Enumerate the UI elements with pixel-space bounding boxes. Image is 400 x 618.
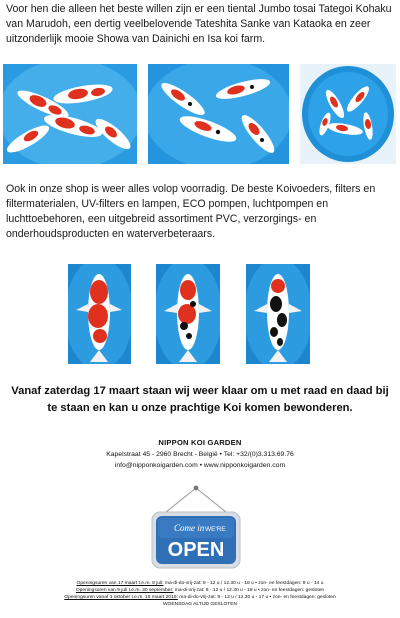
hours-row-1: Openingsuren van 17 maart t.e.m. 8 juli: ma-di-do-vrij-zat: 9 - 12 u / 12.30 u - 18 u • zon- en feestdagen: 9 u - 14 u: [76, 581, 324, 586]
opening-hours: [0, 580, 400, 608]
open-sign-icon: [148, 484, 244, 574]
company-block: [0, 438, 400, 471]
sign-were: WE'RE: [205, 526, 226, 533]
company-address: Kapelstraat 45 - 2960 Brecht - België • Tel: +32/(0)3.313.69.76: [106, 451, 294, 458]
hours-row-4: WOENSDAG ALTIJD GESLOTEN: [162, 602, 238, 608]
kohaku-koi-photo: [68, 264, 131, 364]
sanke-koi-photo: [156, 264, 220, 364]
hours-row-2: Openingsuren van 9 juli t.e.m. 30 september: ma-di-vrij-zat: 9 - 12 u / 12.30 u - 18 u • zon- en feestdagen: gesloten: [75, 588, 325, 594]
sign-come-in: Come in: [174, 523, 205, 533]
hours-row-3: Openingsuren vanaf 1 oktober t.e.m. 15 maart 2019: ma-di-do-vrij-zat: 9 - 12 u / 12.30 u - 17 u • zon- en feestdagen: gesloten: [64, 595, 336, 601]
intro-paragraph: Voor hen die alleen het beste willen zijn er een tiental Jumbo tosai Tategoi Kohaku van Marudoh, een dertig veelbelovende Tateshita Sanke van Kataoka en zeer uitzonderlijk mooie Showa van Dainichi en Isa koi farm.: [6, 3, 392, 45]
reopening-announcement: Vanaf zaterdag 17 maart staan wij weer klaar om u met raad en daad bij te staan en kan u onze prachtige Koi komen bewonderen.: [11, 385, 389, 414]
sign-open: OPEN: [167, 539, 225, 561]
company-contact: info@nipponkoigarden.com • www.nipponkoigarden.com: [114, 462, 286, 469]
shop-paragraph: Ook in onze shop is weer alles volop voorradig. De beste Koivoeders, filters en filtermaterialen, UV-filters en lampen, ECO pompen, luchtpompen en luchttoebehoren, een uitgebreid assortiment PVC, verzorgings- en onderhoudsproducten en waterverbeteraars.: [6, 183, 376, 240]
company-name: NIPPON KOI GARDEN: [158, 438, 242, 447]
showa-koi-photo: [246, 264, 310, 364]
kohaku-koi-tub-photo: [3, 64, 137, 164]
koi-bowl-photo: [300, 64, 396, 164]
sanke-koi-tub-photo: [148, 64, 289, 164]
